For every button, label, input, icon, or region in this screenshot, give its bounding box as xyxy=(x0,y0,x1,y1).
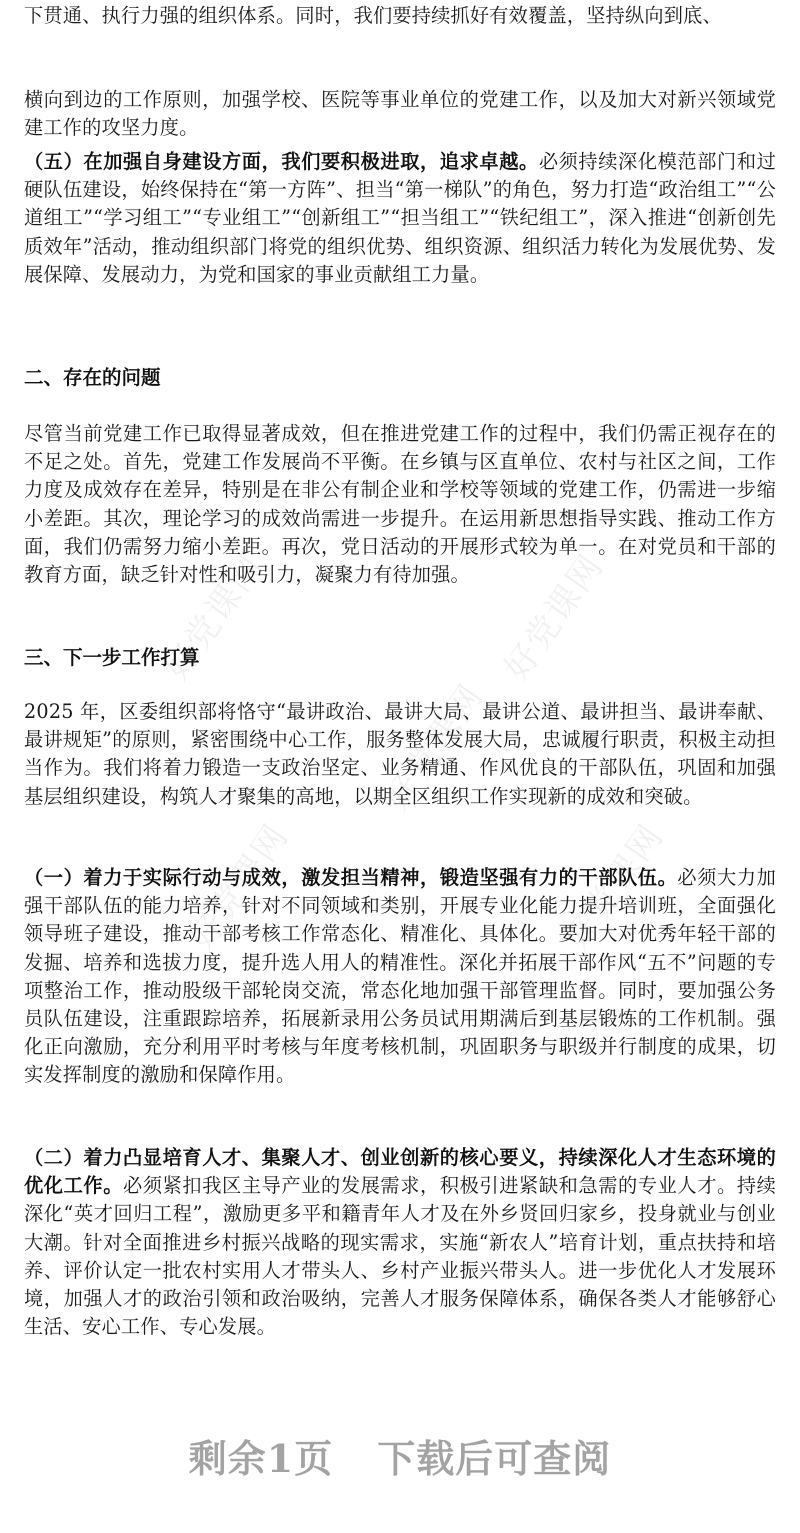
remaining-pages-label: 剩余1页 xyxy=(188,1436,334,1481)
section-heading-plan: 三、下一步工作打算 xyxy=(24,646,200,669)
watermark: 好党课网 xyxy=(376,676,492,818)
paragraph-text: 必须大力加强干部队伍的能力培养，针对不同领域和类别，开展专业化能力提升培训班，全面强化领导班子建设，推动干部考核工作常态化、精准化、具体化。要加大对优秀年轻干部的发掘、培养和选拔力度，提升选人用人的精准性。深化并拓展干部作风“五不”问题的专项整治工作，推动股级干部轮岗交流，常态化地加强干部管理监督。同时，要加强公务员队伍建设，注重跟踪培养，拓展新录用公务员试用期满后到基层锻炼的工作机制。强化正向激励，充分利用平时考核与年度考核机制，巩固职务与职级并行制度的成果，切实发挥制度的激励和保障作用。 xyxy=(24,866,776,1087)
paragraph-text: 下贯通、执行力强的组织体系。同时，我们要持续抓好有效覆盖，坚持纵向到底、 xyxy=(24,4,722,27)
paragraph-item-five xyxy=(24,148,776,289)
paragraph-fragment-2 xyxy=(24,86,776,142)
download-to-read-banner[interactable] xyxy=(0,1428,800,1483)
watermark: 好党课网 xyxy=(556,816,672,958)
paragraph-text: 尽管当前党建工作已取得显著成效，但在推进党建工作的过程中，我们仍需正视存在的不足之处。首先，党建工作发展尚不平衡。在乡镇与区直单位、农村与社区之间，工作力度及成效存在差异，特别是在非公有制企业和学校等领域的党建工作，仍需进一步缩小差距。其次，理论学习的成效尚需进一步提升。在运用新思想指导实践、推动工作方面，我们仍需努力缩小差距。再次，党日活动的开展形式较为单一。在对党员和干部的教育方面，缺乏针对性和吸引力，凝聚力有待加强。 xyxy=(24,422,776,587)
paragraph-text: 必须持续深化模范部门和过硬队伍建设，始终保持在“第一方阵”、担当“第一梯队”的角色，努力打造“政治组工”“公道组工”“学习组工”“专业组工”“创新组工”“担当组工”“铁纪组工”，深入推进“创新创先质效年”活动，推动组织部门将党的组织优势、组织资源、组织活力转化为发展优势、发展保障、发展动力，为党和国家的事业贡献组工力量。 xyxy=(24,150,777,286)
watermark: 好党课网 xyxy=(181,816,297,958)
watermark: 好党课网 xyxy=(156,546,272,688)
paragraph-text: 2025 年，区委组织部将恪守“最讲政治、最讲大局、最讲公道、最讲担当、最讲奉献、最讲规矩”的原则，紧密围绕中心工作，服务整体发展大局，忠诚履行职责，积极主动担当作为。我们将着力锻造一支政治坚定、业务精通、作风优良的干部队伍，巩固和加强基层组织建设，构筑人才聚集的高地，以期全区组织工作实现新的成效和突破。 xyxy=(24,700,776,808)
paragraph-problems xyxy=(24,420,776,589)
paragraph-lead: （五）在加强自身建设方面，我们要积极进取，追求卓越。 xyxy=(24,150,539,173)
watermark: 好党课网 xyxy=(496,546,612,688)
paragraph-lead: （二）着力凸显培育人才、集聚人才、创业创新的核心要义，持续深化人才生态环境的优化工作。 xyxy=(24,1146,776,1198)
section-heading-problems: 二、存在的问题 xyxy=(24,366,161,389)
paragraph-item-two xyxy=(24,1144,776,1341)
paragraph-lead: （一）着力于实际行动与成效，激发担当精神，锻造坚强有力的干部队伍。 xyxy=(24,866,678,889)
paragraph-fragment-1 xyxy=(24,2,776,30)
download-to-view-label: 下载后可查阅 xyxy=(377,1436,612,1481)
paragraph-text: 必须紧扣我区主导产业的发展需求，积极引进紧缺和急需的专业人才。持续深化“英才回归工程”，激励更多平和籍青年人才及在外乡贤回归家乡，投身就业与创业大潮。针对全面推进乡村振兴战略的现实需求，实施“新农人”培育计划，重点扶持和培养、评价认定一批农村实用人才带头人、乡村产业振兴带头人。进一步优化人才发展环境，加强人才的政治引领和政治吸纳，完善人才服务保障体系，确保各类人才能够舒心生活、安心工作、专心发展。 xyxy=(24,1174,777,1339)
paragraph-text: 横向到边的工作原则，加强学校、医院等事业单位的党建工作，以及加大对新兴领域党建工作的攻坚力度。 xyxy=(24,88,776,140)
paragraph-plan-intro xyxy=(24,698,776,811)
paragraph-item-one xyxy=(24,864,776,1090)
